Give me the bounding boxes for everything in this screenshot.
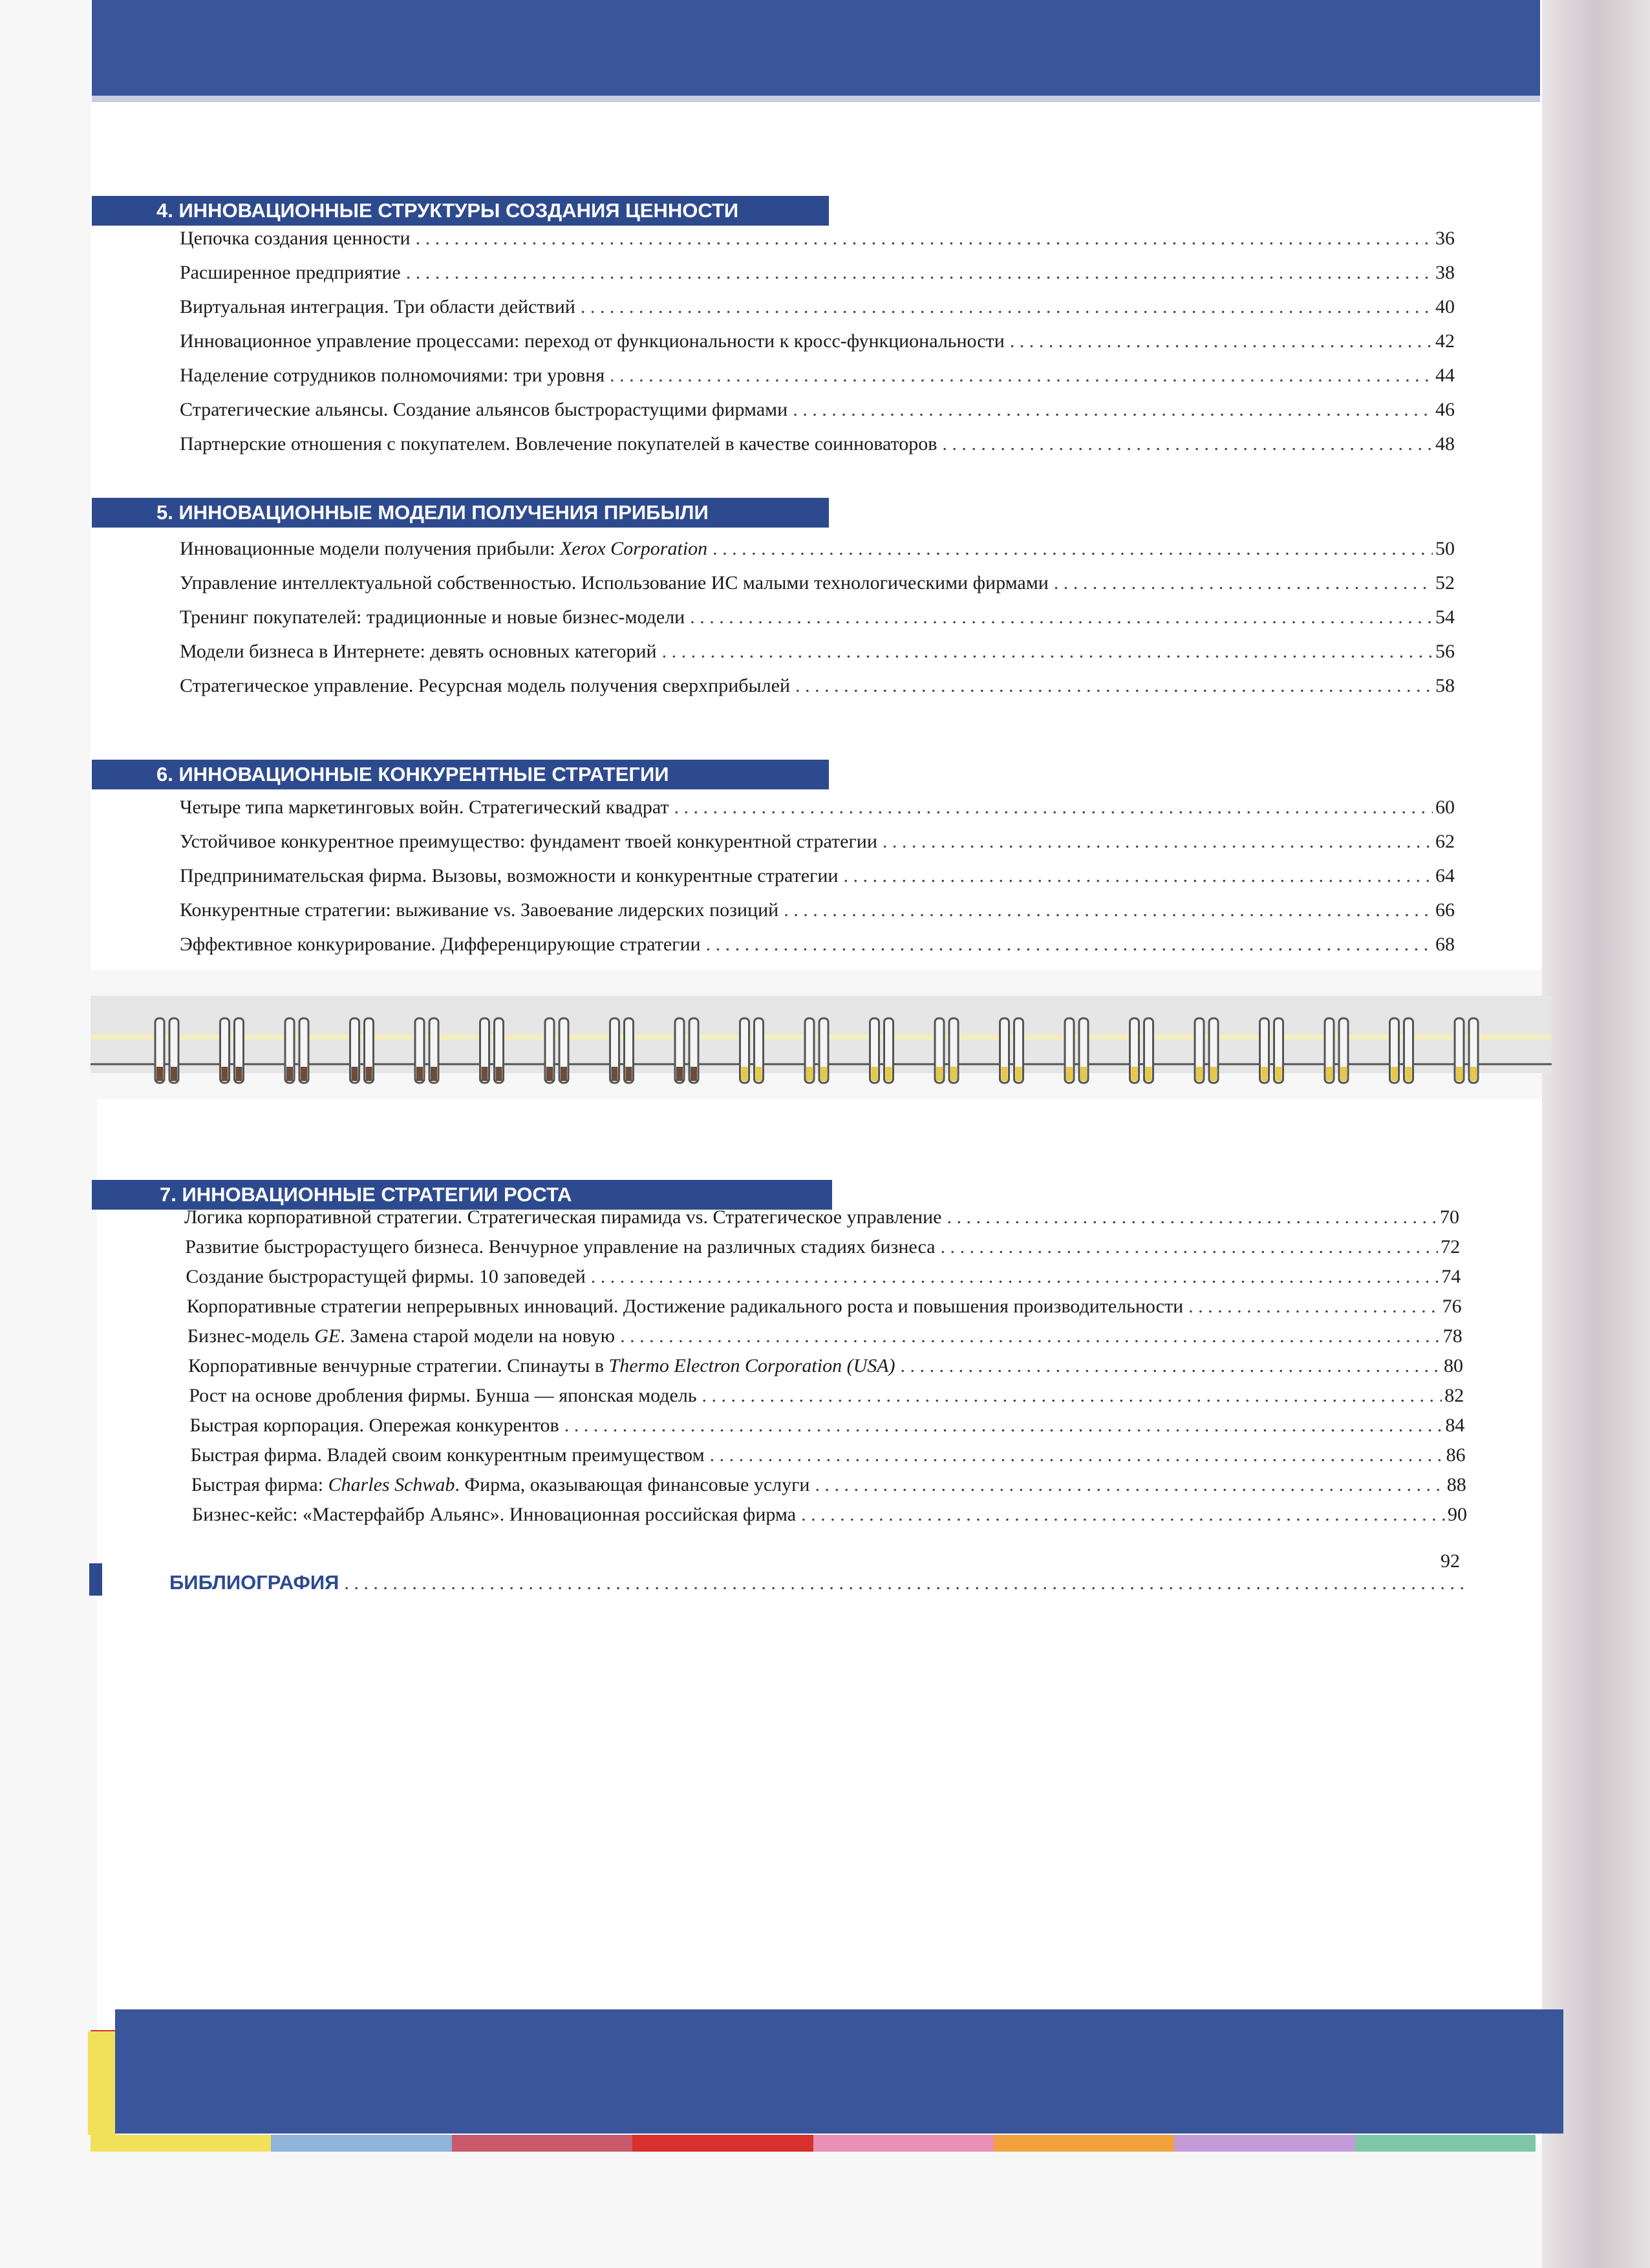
toc-entry[interactable] [191, 1444, 1466, 1466]
toc-entry[interactable] [186, 1266, 1461, 1288]
toc-entry-page: 60 [1435, 797, 1455, 818]
toc-entry-page: 46 [1435, 399, 1455, 420]
toc-entry-title [185, 1236, 940, 1258]
toc-entry[interactable] [180, 797, 1455, 818]
toc-entry-page: 68 [1435, 934, 1455, 955]
toc-entry[interactable] [180, 831, 1455, 853]
toc-entry-page: 40 [1435, 296, 1455, 317]
leader-dots [784, 899, 1433, 921]
toc-entry-page: 90 [1448, 1504, 1467, 1525]
toc-entry-page: 52 [1435, 572, 1455, 594]
toc-entry-title [180, 538, 712, 560]
toc-entry[interactable] [188, 1325, 1462, 1347]
toc-entry-page: 42 [1435, 330, 1455, 352]
leader-dots [795, 675, 1433, 697]
toc-entry[interactable] [180, 641, 1455, 663]
toc-entry[interactable] [192, 1504, 1467, 1526]
section-header-5 [92, 498, 829, 528]
toc-entry-title-text: Партнерские отношения с покупателем. Вовлечение покупателей в качестве соинноваторов [180, 433, 938, 455]
toc-entry[interactable] [180, 365, 1455, 387]
toc-entry-title [191, 1474, 815, 1496]
color-tab [1174, 2135, 1355, 2152]
toc-entry[interactable] [180, 865, 1455, 887]
section-title: 7. ИННОВАЦИОННЫЕ СТРАТЕГИИ РОСТА [160, 1183, 572, 1206]
yellow-tab [88, 2031, 116, 2135]
toc-entry-title-italic: Xerox Corporation [560, 538, 708, 559]
color-tab [452, 2135, 632, 2152]
toc-entry-page: 56 [1435, 641, 1455, 662]
toc-entry-title [187, 1296, 1189, 1318]
leader-dots [344, 1572, 1466, 1594]
toc-entry-title [180, 865, 843, 887]
leader-dots [843, 865, 1433, 887]
toc-entry-title-text: Конкурентные стратегии: выживание vs. Завоевание лидерских позиций [180, 899, 779, 921]
toc-entry-title [180, 675, 795, 697]
color-tab [632, 2135, 813, 2152]
toc-entry[interactable] [180, 262, 1455, 284]
section-header-6 [92, 760, 829, 789]
toc-entry-title-text: Корпоративные венчурные стратегии. Спинауты в [188, 1355, 605, 1376]
toc-entry-title-text: Быстрая корпорация. Опережая конкурентов [189, 1415, 559, 1436]
toc-entry[interactable] [180, 330, 1455, 352]
toc-entry-page: 62 [1435, 831, 1455, 852]
page-sheet-top [91, 0, 1542, 970]
section-header-4 [92, 196, 829, 226]
toc-entry-title [189, 1385, 702, 1407]
toc-entry-page: 80 [1444, 1355, 1463, 1376]
toc-entry-title-text: Инновационное управление процессами: переход от функциональности к кросс-функциональности [180, 330, 1005, 352]
toc-entry-title [188, 1355, 901, 1377]
leader-dots [942, 433, 1433, 455]
toc-entry-title-text: Рост на основе дробления фирмы. Бунша — японская модель [189, 1385, 697, 1406]
toc-entry[interactable] [184, 1206, 1459, 1228]
spiral-binding [91, 970, 1552, 1099]
toc-entry-title [180, 262, 406, 284]
toc-entry-title [180, 899, 784, 921]
color-tab [91, 2135, 271, 2152]
toc-entry-page: 82 [1444, 1385, 1464, 1406]
toc-entry-title-text: Быстрая фирма. Владей своим конкурентным преимуществом [190, 1444, 705, 1466]
toc-entry-title-text: Создание быстрорастущей фирмы. 10 заповедей [186, 1266, 586, 1287]
leader-dots [706, 934, 1433, 956]
toc-entry-title [191, 1444, 710, 1466]
toc-entry-title-text: Расширенное предприятие [180, 262, 401, 283]
toc-entry-title [180, 934, 706, 956]
toc-entry-page: 74 [1441, 1266, 1461, 1287]
leader-dots [1054, 572, 1433, 594]
toc-entry-title-text: Модели бизнеса в Интернете: девять основных категорий [180, 641, 657, 662]
bibliography-row[interactable] [169, 1571, 1466, 1594]
toc-entry[interactable] [180, 899, 1455, 921]
leader-dots [801, 1504, 1445, 1526]
bibliography-marker [89, 1563, 102, 1596]
bottom-color-band [115, 2009, 1563, 2134]
toc-entry-title [180, 365, 610, 387]
color-tab [994, 2135, 1174, 2152]
toc-entry-title [189, 1415, 564, 1437]
toc-entry-page: 64 [1435, 865, 1455, 886]
leader-dots [591, 1266, 1439, 1288]
toc-entry-title [180, 228, 416, 250]
toc-entry-page: 38 [1435, 262, 1455, 283]
toc-entry[interactable] [191, 1474, 1466, 1496]
leader-dots [620, 1325, 1441, 1347]
section-title: 4. ИННОВАЦИОННЫЕ СТРУКТУРЫ СОЗДАНИЯ ЦЕННОСТИ [156, 199, 739, 222]
toc-entry[interactable] [180, 538, 1455, 560]
toc-entry-title [188, 1325, 620, 1347]
toc-entry[interactable] [180, 433, 1455, 455]
toc-entry-title [180, 296, 581, 318]
bibliography-page: 92 [1441, 1550, 1460, 1572]
toc-entry-title-text: Стратегические альянсы. Создание альянсов быстрорастущими фирмами [180, 399, 788, 420]
toc-entry[interactable] [187, 1296, 1462, 1318]
toc-entry[interactable] [180, 296, 1455, 318]
leader-dots [815, 1474, 1444, 1496]
toc-entry-title [180, 330, 1010, 352]
leader-dots [406, 262, 1433, 284]
toc-entry[interactable] [180, 228, 1455, 250]
toc-entry[interactable] [189, 1415, 1464, 1437]
top-band-shadow [92, 96, 1540, 102]
toc-entry-title-text: Эффективное конкурирование. Дифференцирующие стратегии [180, 934, 701, 955]
leader-dots [883, 831, 1433, 853]
next-page-edge [1542, 0, 1650, 2268]
toc-entry-title-text: Стратегическое управление. Ресурсная модель получения сверхприбылей [180, 675, 791, 696]
toc-entry-page: 86 [1446, 1444, 1466, 1466]
toc-entry-title [180, 797, 674, 818]
toc-entry[interactable] [185, 1236, 1460, 1258]
toc-entry-title-after: . Замена старой модели на новую [340, 1325, 616, 1347]
leader-dots [690, 606, 1433, 628]
leader-dots [702, 1385, 1442, 1407]
leader-dots [901, 1355, 1441, 1377]
leader-dots [947, 1206, 1437, 1228]
toc-entry-title [180, 433, 942, 455]
toc-entry-page: 54 [1435, 606, 1455, 628]
bibliography-label: БИБЛИОГРАФИЯ [169, 1571, 339, 1594]
toc-entry[interactable] [180, 675, 1455, 697]
toc-entry[interactable] [189, 1385, 1464, 1407]
toc-entry-title-after: . Фирма, оказывающая финансовые услуги [455, 1474, 810, 1495]
toc-entry-title-text: Логика корпоративной стратегии. Стратегическая пирамида vs. Стратегическое управление [184, 1206, 942, 1228]
toc-entry-page: 72 [1441, 1236, 1461, 1257]
toc-entry[interactable] [180, 606, 1455, 628]
toc-entry-page: 44 [1435, 365, 1455, 386]
top-color-band [92, 0, 1540, 98]
leader-dots [662, 641, 1433, 663]
toc-entry-page: 88 [1446, 1474, 1466, 1495]
toc-entry-title [180, 572, 1054, 594]
toc-entry[interactable] [180, 934, 1455, 956]
leader-dots [581, 296, 1433, 318]
toc-entry[interactable] [180, 572, 1455, 594]
toc-entry-title-text: Корпоративные стратегии непрерывных инноваций. Достижение радикального роста и повышения производительности [186, 1296, 1184, 1317]
toc-entry-title-text: Предпринимательская фирма. Вызовы, возможности и конкурентные стратегии [180, 865, 839, 886]
toc-entry-page: 36 [1435, 228, 1455, 249]
toc-entry-title [180, 399, 793, 421]
leader-dots [416, 228, 1433, 250]
toc-entry-page: 58 [1435, 675, 1455, 696]
toc-entry-title-text: Быстрая фирма: [191, 1474, 324, 1495]
toc-entry-title [180, 606, 690, 628]
toc-entry-title [184, 1206, 947, 1228]
section-title: 5. ИННОВАЦИОННЫЕ МОДЕЛИ ПОЛУЧЕНИЯ ПРИБЫЛИ [156, 501, 709, 524]
toc-entry-title-text: Четыре типа маркетинговых войн. Стратегический квадрат [180, 797, 669, 818]
leader-dots [710, 1444, 1444, 1466]
leader-dots [712, 538, 1433, 560]
toc-entry-title-text: Устойчивое конкурентное преимущество: фундамент твоей конкурентной стратегии [180, 831, 877, 852]
leader-dots [674, 797, 1433, 818]
toc-entry-title-text: Развитие быстрорастущего бизнеса. Венчурное управление на различных стадиях бизнеса [185, 1236, 936, 1257]
section-title: 6. ИННОВАЦИОННЫЕ КОНКУРЕНТНЫЕ СТРАТЕГИИ [156, 763, 669, 786]
toc-entry-page: 66 [1435, 899, 1455, 921]
toc-entry-page: 50 [1435, 538, 1455, 559]
leader-dots [1010, 330, 1433, 352]
color-tab [1355, 2135, 1536, 2152]
toc-entry-title [180, 641, 662, 663]
toc-entry-title-text: Инновационные модели получения прибыли: [180, 538, 555, 559]
leader-dots [940, 1236, 1438, 1258]
toc-entry-title-italic: Charles Schwab [328, 1474, 455, 1495]
toc-entry-title [192, 1504, 801, 1526]
toc-entry-page: 84 [1445, 1415, 1465, 1436]
leader-dots [564, 1415, 1443, 1437]
toc-entry-page: 70 [1440, 1206, 1459, 1228]
toc-entry-title-text: Бизнес-кейс: «Мастерфайбр Альянс». Инновационная российская фирма [192, 1504, 797, 1525]
toc-entry-title [180, 831, 883, 853]
color-tab [813, 2135, 994, 2152]
toc-entry-title-italic: GE [314, 1325, 341, 1347]
toc-entry-title-text: Наделение сотрудников полномочиями: три уровня [180, 365, 605, 386]
toc-entry-title-text: Тренинг покупателей: традиционные и новые бизнес-модели [180, 606, 685, 628]
section-header-7 [92, 1180, 832, 1210]
toc-entry-title-text: Управление интеллектуальной собственностью. Использование ИС малыми технологическими фирмами [180, 572, 1049, 594]
toc-entry-title-text: Виртуальная интеграция. Три области действий [180, 296, 575, 317]
toc-entry-page: 78 [1442, 1325, 1462, 1347]
toc-entry-title-text: Бизнес-модель [187, 1325, 310, 1347]
toc-entry-title-italic: Thermo Electron Corporation (USA) [608, 1355, 895, 1376]
toc-entry-page: 76 [1442, 1296, 1462, 1317]
toc-entry[interactable] [180, 399, 1455, 421]
toc-entry[interactable] [188, 1355, 1463, 1377]
leader-dots [610, 365, 1433, 387]
color-tab [271, 2135, 451, 2152]
leader-dots [793, 399, 1433, 421]
toc-entry-title-text: Цепочка создания ценности [180, 228, 411, 249]
toc-entry-title [186, 1266, 590, 1288]
leader-dots [1188, 1296, 1439, 1318]
toc-entry-page: 48 [1435, 433, 1455, 455]
